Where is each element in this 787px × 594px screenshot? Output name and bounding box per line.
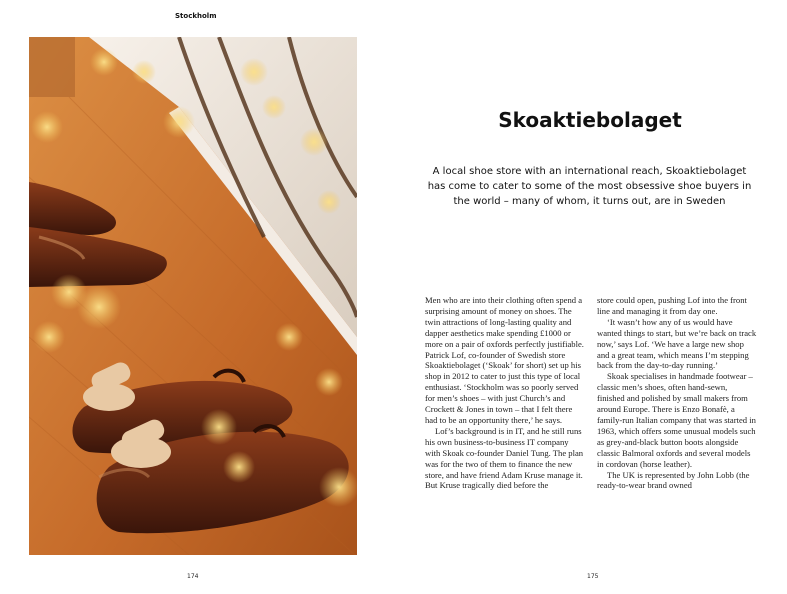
article-title: Skoaktiebolaget	[498, 108, 682, 132]
running-head: Stockholm	[175, 12, 217, 20]
photo-illustration	[29, 37, 357, 555]
paragraph: ‘It wasn’t how any of us would have wanted things to start, but we’re back on track now,’ says Lof. ‘We have a large new shop and a great team, which means I’m stepping back from the day-to-day running.’	[597, 316, 757, 371]
paragraph: Lof’s background is in IT, and he still runs his own business-to-business IT company with Skoak co-founder Daniel Tung. The plan was for the two of them to finance the new store, and have friend Adam Kruse manage it. But Kruse tragically died before the	[425, 425, 584, 491]
standfirst: A local shoe store with an international reach, Skoaktiebolaget has come to cater to some of the most obsessive shoe buyers in the world – many of whom, it turns out, are in Sweden	[427, 166, 752, 207]
paragraph: Skoak specialises in handmade footwear – classic men’s shoes, often hand-sewn, finished and polished by small makers from around Europe. There is Enzo Bonafè, a family-run Italian company that was started in 1963, which offers some unusual models such as grey-and-black button boots alongside classic Balmoral oxfords and several models in cordovan (horse leather).	[597, 371, 756, 469]
paragraph: Men who are into their clothing often spend a surprising amount of money on shoes. The twin attractions of long-lasting quality and dapper aesthetics make spending £1000 or more on a pair of oxfords perfectly justifiable. Patrick Lof, co-founder of Swedish store Skoaktiebolaget (‘Skoak’ for short) set up his shop in 2012 to cater to just this type of local enthusiast. ‘Stockholm was so poorly served for men’s shoes – with just Church’s and Crockett & Jones in town – that I felt there had to be an opportunity there,’ he says.	[425, 295, 584, 425]
page-number-left: 174	[187, 573, 199, 580]
body-column-1	[425, 295, 585, 557]
paragraph: store could open, pushing Lof into the front line and managing it from day one.	[597, 295, 747, 316]
shoe-store-photo	[29, 37, 357, 555]
paragraph: The UK is represented by John Lobb (the ready-to-wear brand owned	[597, 469, 750, 491]
body-column-2	[597, 295, 757, 557]
page-number-right: 175	[587, 573, 599, 580]
